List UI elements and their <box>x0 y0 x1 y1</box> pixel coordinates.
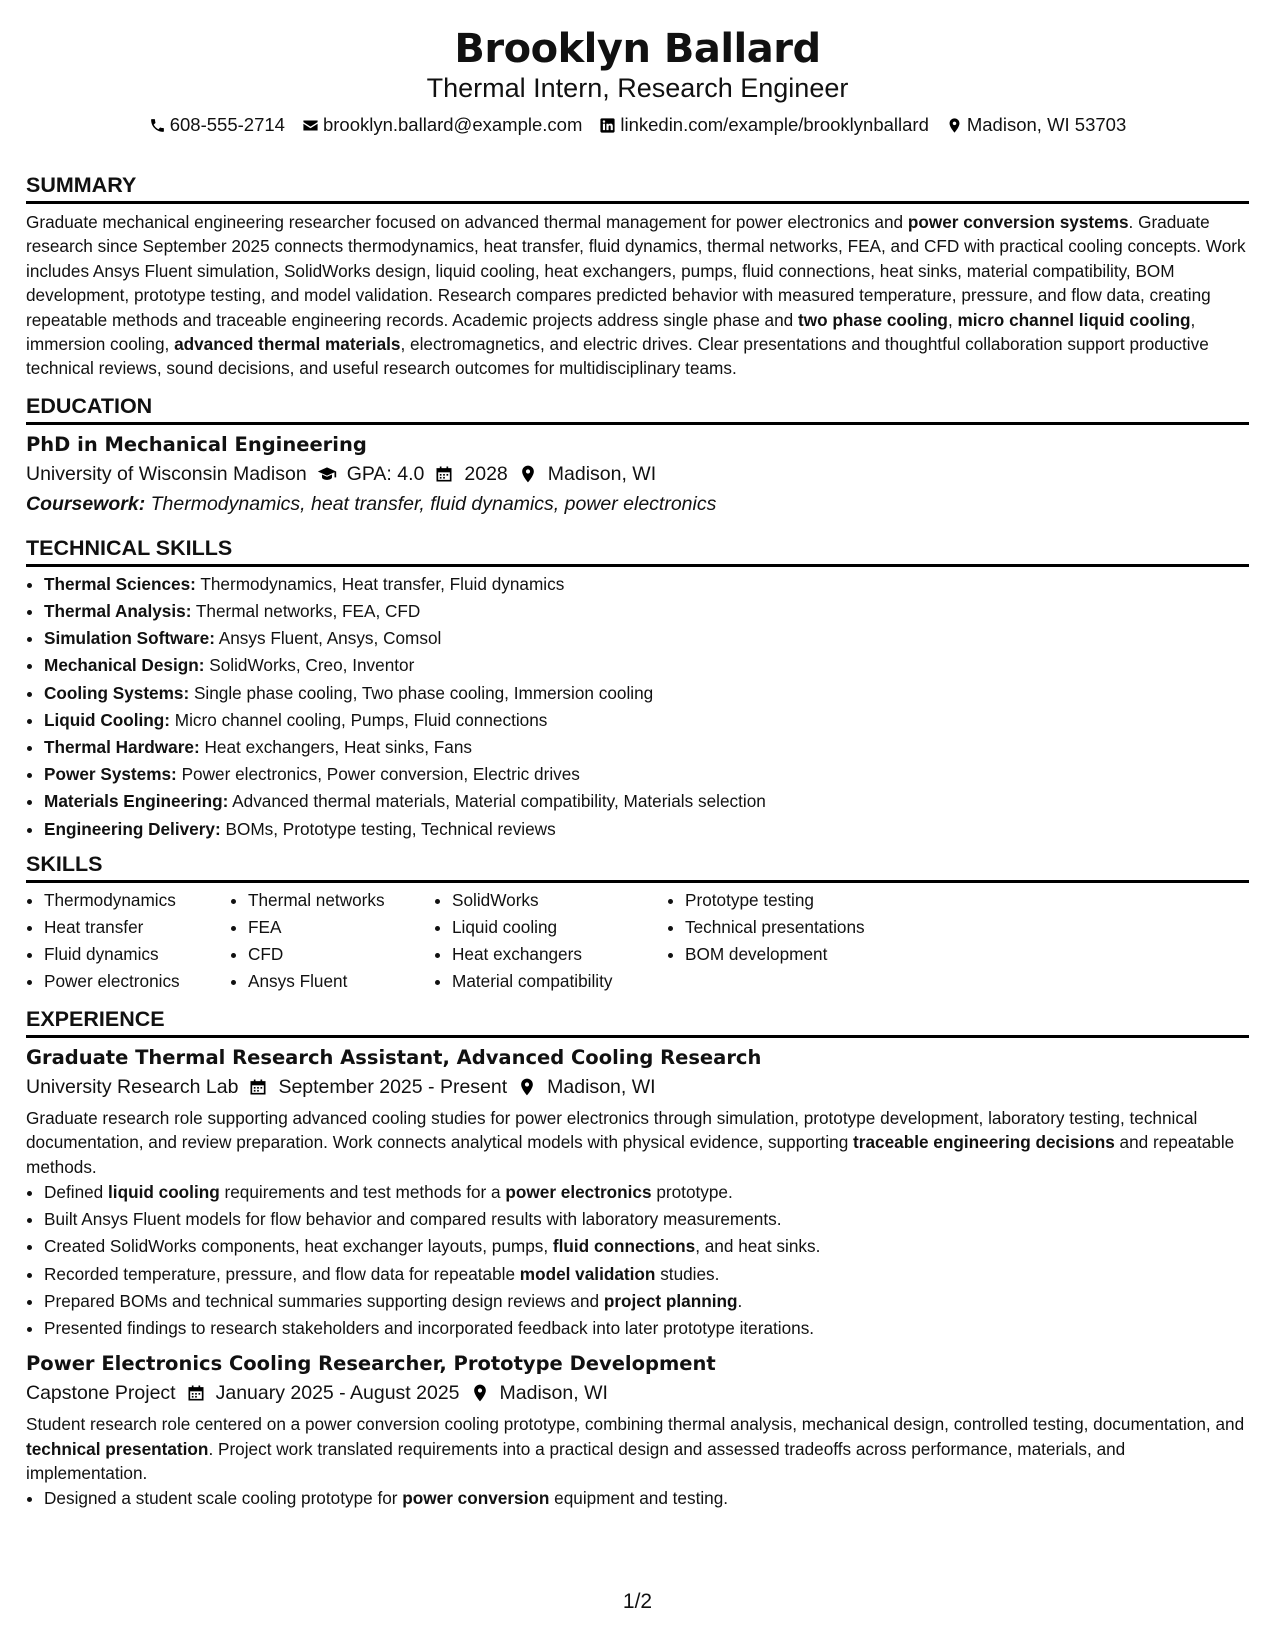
skill-label: Materials Engineering: <box>44 791 229 812</box>
skill-label: Simulation Software: <box>44 628 215 649</box>
job-dates: September 2025 - Present <box>278 1075 508 1098</box>
list-item <box>44 1233 1249 1260</box>
skill-value: BOMs, Prototype testing, Technical reviews <box>225 818 556 839</box>
map-pin-icon <box>517 1077 537 1097</box>
body-text: prototype. <box>651 1181 733 1202</box>
emphasis-text: micro channel liquid cooling <box>957 309 1191 330</box>
section-title-technical-skills: TECHNICAL SKILLS <box>26 535 1249 567</box>
emphasis-text: fluid connections <box>552 1236 696 1257</box>
list-item: • Thermal networks <box>248 887 434 914</box>
list-item: • Fluid dynamics <box>44 941 230 968</box>
body-text: , <box>947 309 958 330</box>
body-text: and repeatable methods. <box>26 1132 1235 1177</box>
skill-label: Thermal Analysis: <box>44 601 192 622</box>
body-text: requirements and test methods for a <box>219 1181 506 1202</box>
body-text: Student research role centered on a power conversion cooling prototype, combining thermal analysis, mechanical design, controlled testing, documentation, and <box>26 1414 1245 1435</box>
list-item <box>44 1485 1249 1512</box>
skill-value: Micro channel cooling, Pumps, Fluid connections <box>174 709 548 730</box>
list-item <box>44 707 1249 734</box>
list-item: • SolidWorks <box>452 887 667 914</box>
section-title-skills: SKILLS <box>26 851 1249 883</box>
list-item: • Liquid cooling <box>452 914 667 941</box>
skill-value: Advanced thermal materials, Material compatibility, Materials selection <box>232 791 766 812</box>
job-location: Madison, WI <box>499 1382 608 1405</box>
body-text: Built Ansys Fluent models for flow behavior and compared results with laboratory measurements. <box>44 1209 782 1230</box>
skill-label: Thermal Sciences: <box>44 573 196 594</box>
body-text: Graduate mechanical engineering researcher focused on advanced thermal management for power electronics and <box>26 212 908 232</box>
summary-section <box>26 172 1249 381</box>
contact-phone <box>149 112 285 138</box>
skill-value: Heat exchangers, Heat sinks, Fans <box>204 737 472 758</box>
body-text: . Graduate research since September 2025 connects thermodynamics, heat transfer, fluid dynamics, thermal networks, FEA, and CFD with practical cooling concepts. Work includes Ansys Fluent simulation, SolidWorks design, liquid cooling, heat exchangers, pumps, fluid connections, heat sinks, material compatibility, BOM development, prototype testing, and model validation. Research compares predicted behavior with measured temperature, pressure, and flow data, creating repeatable methods and traceable engineering records. Academic projects address single phase and <box>26 212 1246 330</box>
skill-value: Power electronics, Power conversion, Electric drives <box>181 764 580 785</box>
map-pin-icon <box>946 117 963 134</box>
skill-label: Power Systems: <box>44 764 177 785</box>
candidate-name: Brooklyn Ballard <box>454 26 821 72</box>
list-item: • Power electronics <box>44 968 230 995</box>
gpa: GPA: 4.0 <box>346 462 425 485</box>
body-text: Prepared BOMs and technical summaries supporting design reviews and <box>44 1290 604 1311</box>
education-section <box>26 393 1249 519</box>
body-text: Presented findings to research stakeholders and incorporated feedback into later prototype iterations. <box>44 1317 815 1338</box>
list-item <box>44 571 1249 598</box>
list-item: • Heat exchangers <box>452 941 667 968</box>
skills-column-4 <box>667 887 945 996</box>
skill-value: SolidWorks, Creo, Inventor <box>209 655 415 676</box>
linkedin-icon <box>599 117 616 134</box>
coursework-label: Coursework: <box>26 492 146 515</box>
body-text: , and heat sinks. <box>695 1236 821 1257</box>
education-location: Madison, WI <box>547 462 657 485</box>
body-text: . Project work translated requirements into a practical design and assessed tradeoffs across performance, materials, and implementation. <box>26 1438 1126 1483</box>
summary-text <box>26 210 1249 381</box>
emphasis-text: technical presentation <box>26 1438 209 1459</box>
list-item: • Heat transfer <box>44 914 230 941</box>
emphasis-text: advanced thermal materials <box>174 334 401 355</box>
list-item <box>44 625 1249 652</box>
job-meta <box>26 1072 1249 1102</box>
resume-page <box>26 0 1249 1513</box>
list-item: • Prototype testing <box>685 887 945 914</box>
skill-label: Mechanical Design: <box>44 655 205 676</box>
emphasis-text: two phase cooling <box>798 309 948 330</box>
technical-skills-list <box>26 571 1249 843</box>
job-dates: January 2025 - August 2025 <box>215 1382 460 1405</box>
emphasis-text: power conversion <box>402 1488 550 1509</box>
degree-title: PhD in Mechanical Engineering <box>26 432 367 456</box>
list-item <box>44 1206 1249 1233</box>
resume-header <box>26 26 1249 138</box>
skill-value: Single phase cooling, Two phase cooling, Immersion cooling <box>193 682 654 703</box>
calendar-icon <box>248 1077 268 1097</box>
skills-columns <box>26 887 1249 996</box>
school-name: University of Wisconsin Madison <box>26 462 307 485</box>
list-item <box>44 1288 1249 1315</box>
skill-value: Thermal networks, FEA, CFD <box>195 601 421 622</box>
skill-value: Ansys Fluent, Ansys, Comsol <box>218 628 442 649</box>
contact-location <box>946 112 1126 138</box>
job-org: Capstone Project <box>26 1382 176 1405</box>
page-number: 1/2 <box>622 1590 653 1613</box>
job-meta <box>26 1378 1249 1408</box>
contact-bar <box>26 112 1249 138</box>
body-text: equipment and testing. <box>549 1488 729 1509</box>
list-item: • Technical presentations <box>685 914 945 941</box>
skills-column-3 <box>434 887 667 996</box>
job-bullets <box>26 1485 1249 1512</box>
job-location: Madison, WI <box>547 1075 656 1098</box>
skill-label: Engineering Delivery: <box>44 818 221 839</box>
skill-value: Thermodynamics, Heat transfer, Fluid dynamics <box>200 573 565 594</box>
job-title: Graduate Thermal Research Assistant, Advanced Cooling Research <box>26 1045 762 1069</box>
body-text: , immersion cooling, <box>26 309 1196 355</box>
emphasis-text: power electronics <box>505 1181 652 1202</box>
skills-section <box>26 851 1249 996</box>
job-org: University Research Lab <box>26 1075 239 1098</box>
emphasis-text: traceable engineering decisions <box>853 1132 1115 1153</box>
emphasis-text: liquid cooling <box>108 1181 220 1202</box>
skill-label: Thermal Hardware: <box>44 737 200 758</box>
experience-entry <box>26 1350 1249 1512</box>
body-text: Defined <box>44 1181 109 1202</box>
list-item <box>44 1261 1249 1288</box>
email-text: brooklyn.ballard@example.com <box>322 114 583 135</box>
phone-text: 608-555-2714 <box>169 114 285 135</box>
body-text: Recorded temperature, pressure, and flow data for repeatable <box>44 1263 520 1284</box>
location-text: Madison, WI 53703 <box>966 114 1127 135</box>
linkedin-text: linkedin.com/example/brooklynballard <box>620 114 929 135</box>
graduation-cap-icon <box>317 464 337 484</box>
section-title-experience: EXPERIENCE <box>26 1006 1249 1038</box>
experience-entry <box>26 1044 1249 1342</box>
experience-section <box>26 1006 1249 1513</box>
list-item <box>44 1179 1249 1206</box>
map-pin-icon <box>470 1383 490 1403</box>
list-item <box>44 652 1249 679</box>
job-description <box>26 1106 1249 1179</box>
skill-label: Liquid Cooling: <box>44 709 171 730</box>
candidate-title: Thermal Intern, Research Engineer <box>426 73 849 103</box>
list-item <box>44 788 1249 815</box>
list-item <box>44 816 1249 843</box>
list-item: • FEA <box>248 914 434 941</box>
graduation-year: 2028 <box>464 462 508 485</box>
list-item <box>44 598 1249 625</box>
list-item <box>44 1315 1249 1342</box>
job-description <box>26 1412 1249 1485</box>
phone-icon <box>149 117 166 134</box>
contact-linkedin[interactable] <box>599 112 929 138</box>
calendar-icon <box>434 464 454 484</box>
list-item <box>44 734 1249 761</box>
coursework <box>26 489 1249 519</box>
skills-column-1 <box>26 887 230 996</box>
calendar-icon <box>186 1383 206 1403</box>
skill-label: Cooling Systems: <box>44 682 190 703</box>
list-item: • Ansys Fluent <box>248 968 434 995</box>
job-title: Power Electronics Cooling Researcher, Prototype Development <box>26 1352 716 1376</box>
emphasis-text: project planning <box>603 1290 738 1311</box>
map-pin-icon <box>518 464 538 484</box>
section-title-education: EDUCATION <box>26 393 1249 425</box>
body-text: Graduate research role supporting advanced cooling studies for power electronics through simulation, prototype development, laboratory testing, technical documentation, and review preparation. Work connects analytical models with physical evidence, supporting <box>26 1107 1198 1153</box>
envelope-icon <box>302 117 319 134</box>
list-item <box>44 680 1249 707</box>
job-bullets <box>26 1179 1249 1342</box>
body-text: . <box>737 1290 743 1311</box>
emphasis-text: power conversion systems <box>907 212 1129 232</box>
body-text: Created SolidWorks components, heat exchanger layouts, pumps, <box>44 1236 553 1257</box>
body-text: , electromagnetics, and electric drives. Clear presentations and thoughtful collaboration support productive technical reviews, sound decisions, and useful research outcomes for multidisciplinary teams. <box>26 334 1209 379</box>
list-item: • BOM development <box>685 941 945 968</box>
technical-skills-section <box>26 535 1249 843</box>
list-item: • CFD <box>248 941 434 968</box>
coursework-list: Thermodynamics, heat transfer, fluid dynamics, power electronics <box>150 492 717 515</box>
list-item: • Material compatibility <box>452 968 667 995</box>
section-title-summary: SUMMARY <box>26 172 1249 204</box>
skills-column-2 <box>230 887 434 996</box>
body-text: studies. <box>655 1263 720 1284</box>
education-meta <box>26 459 1249 489</box>
list-item: • Thermodynamics <box>44 887 230 914</box>
emphasis-text: model validation <box>519 1263 656 1284</box>
list-item <box>44 761 1249 788</box>
contact-email[interactable] <box>302 112 582 138</box>
body-text: Designed a student scale cooling prototype for <box>44 1488 403 1509</box>
